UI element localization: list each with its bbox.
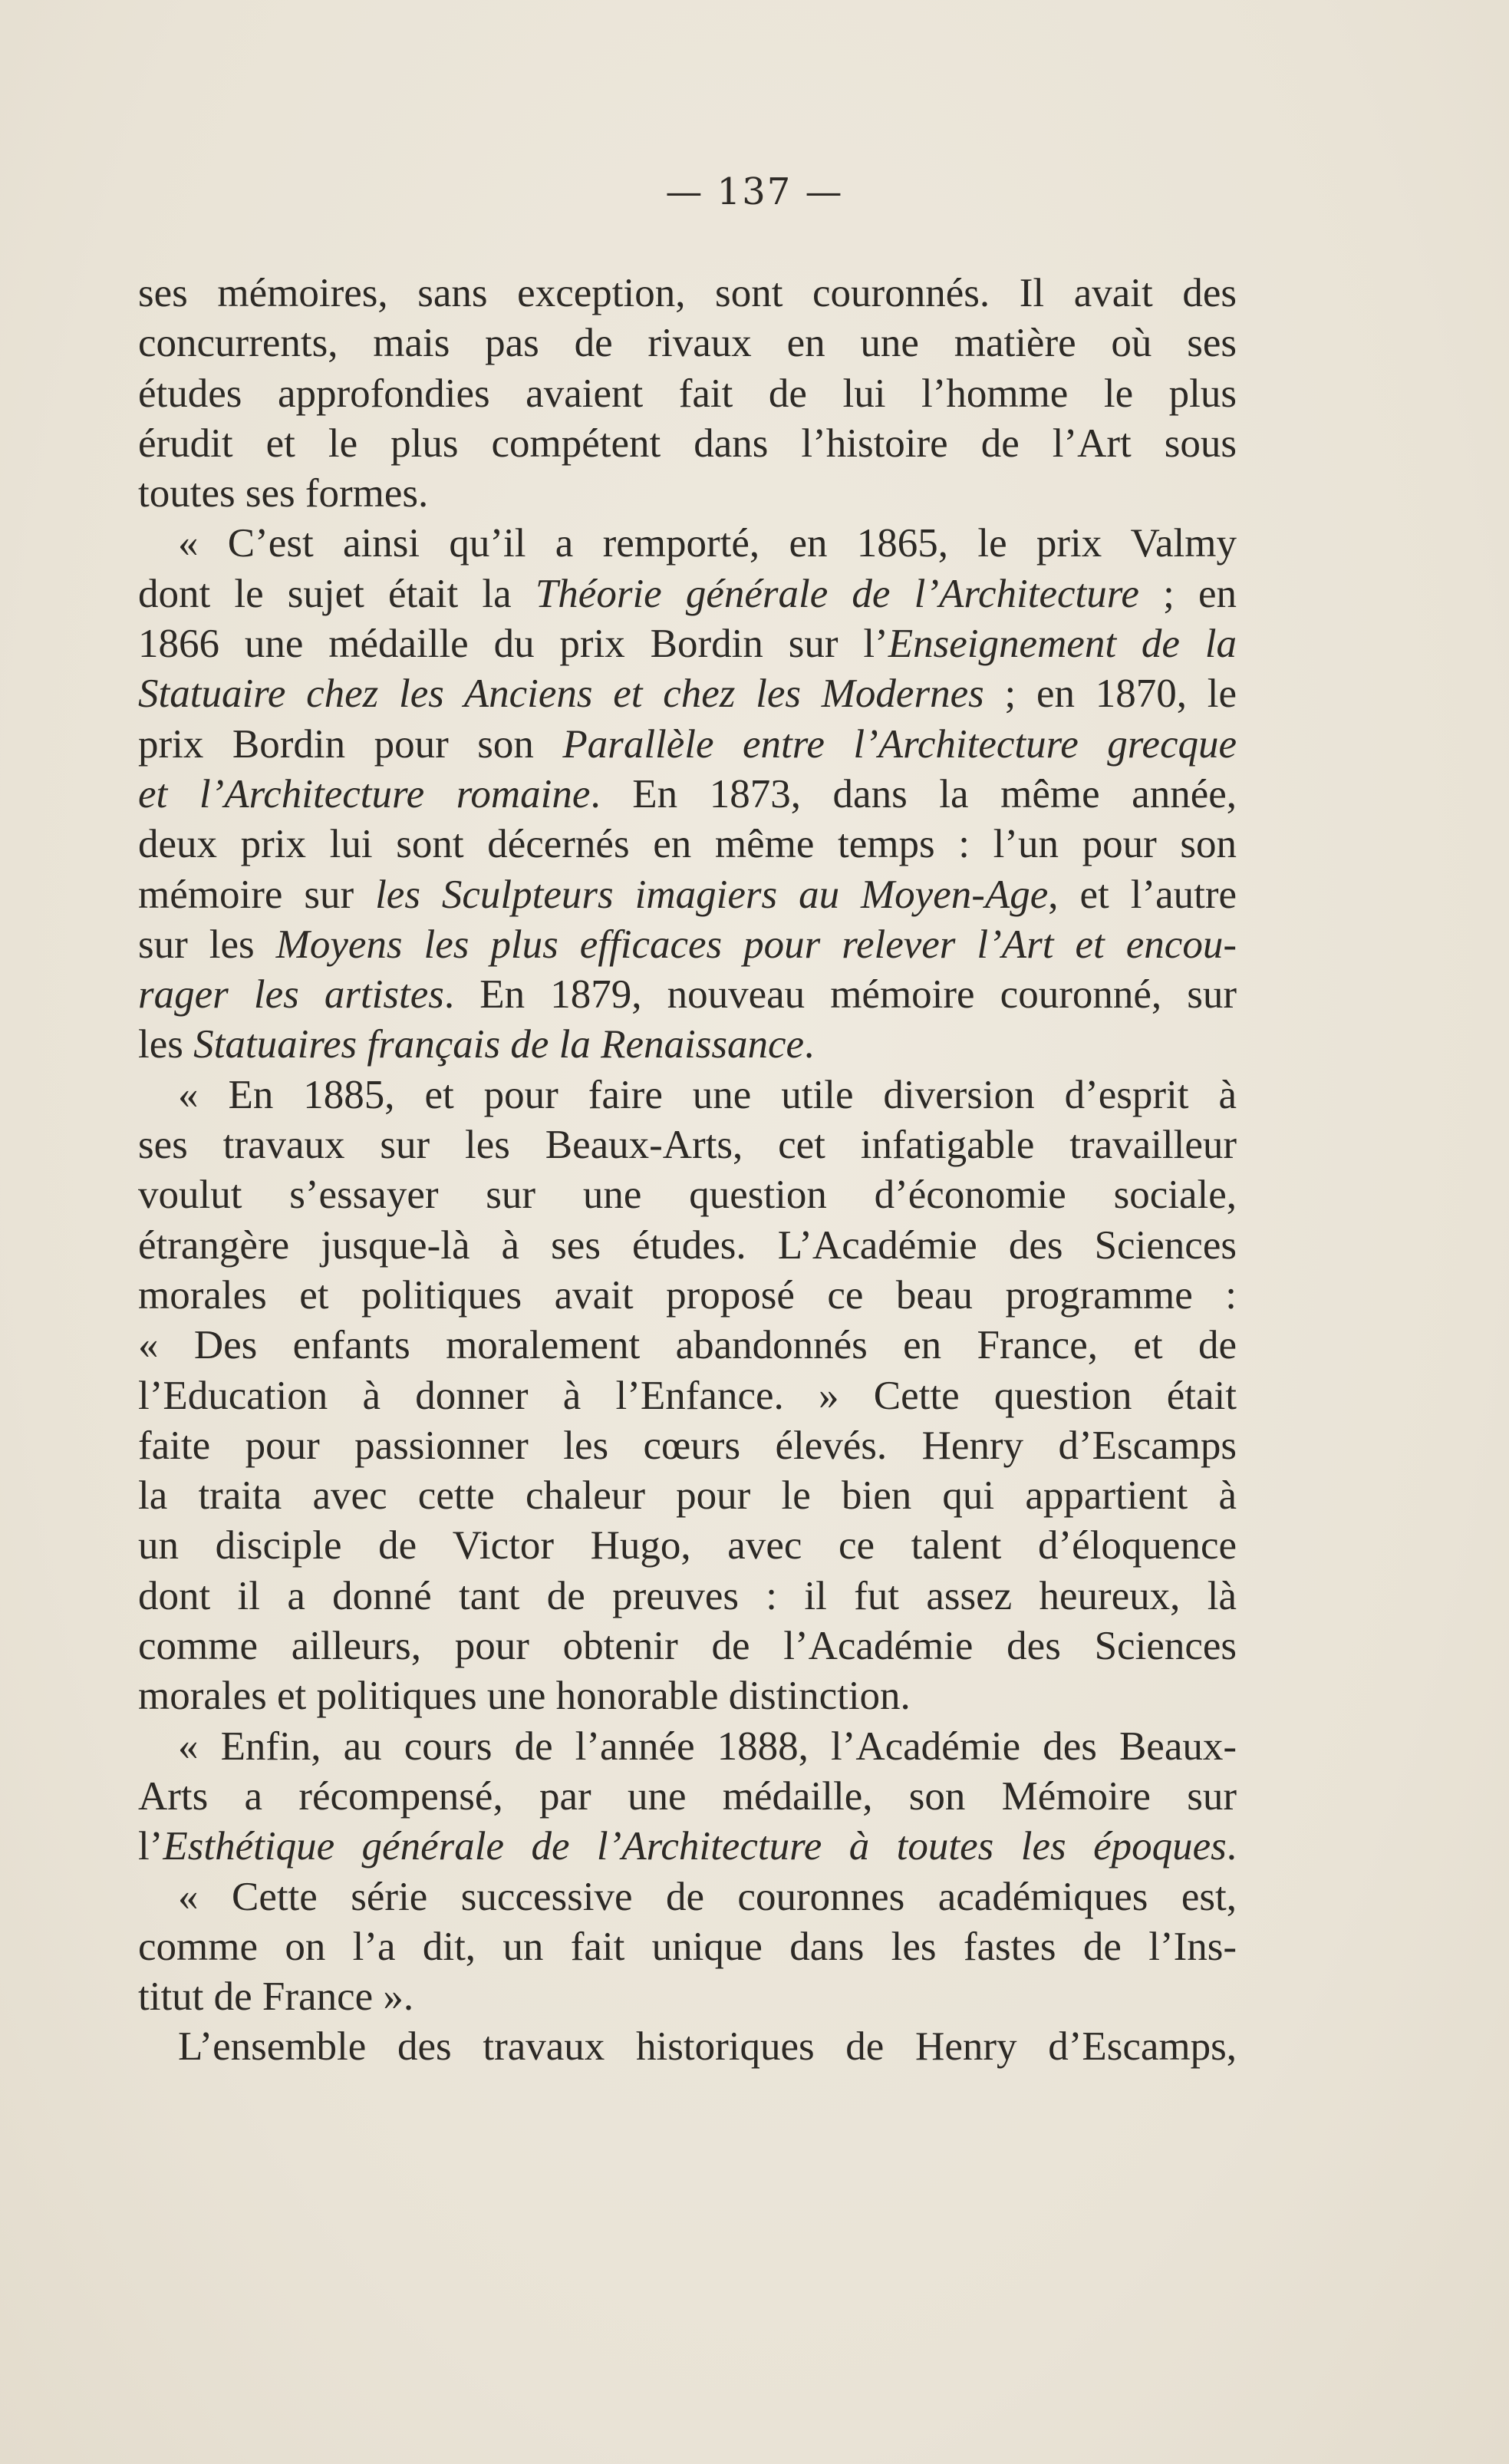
text-line: Arts a récompensé, par une médaille, son Mémoire sur bbox=[138, 1773, 1237, 1819]
text-line: la traita avec cette chaleur pour le bien qui appartient à bbox=[138, 1473, 1237, 1519]
text-line: « Des enfants moralement abandonnés en France, et de bbox=[138, 1323, 1237, 1368]
text-line: études approfondies avaient fait de lui l’homme le plus bbox=[138, 371, 1237, 416]
text-line: morales et politiques une honorable distinction. bbox=[138, 1674, 911, 1719]
italic-title: et l’Architecture romaine bbox=[138, 771, 591, 816]
text-line: morales et politiques avait proposé ce beau programme : bbox=[138, 1272, 1237, 1318]
italic-title: Théorie générale de l’Architecture bbox=[535, 571, 1139, 616]
text-run: mémoire sur bbox=[138, 872, 376, 917]
text-line bbox=[138, 1020, 1237, 1070]
text-line bbox=[138, 970, 1237, 1020]
text-run: sur les bbox=[138, 922, 276, 967]
italic-title: les Sculpteurs imagiers au Moyen-Age bbox=[375, 872, 1049, 917]
text-line: « Cette série successive de couronnes académiques est, bbox=[178, 1874, 1237, 1919]
text-line: titut de France ». bbox=[138, 1974, 414, 2020]
text-line: « C’est ainsi qu’il a remporté, en 1865, le prix Valmy bbox=[178, 521, 1237, 566]
text-run: dont le sujet était la bbox=[138, 571, 535, 616]
text-line: « En 1885, et pour faire une utile diversion d’esprit à bbox=[178, 1072, 1237, 1117]
text-line: un disciple de Victor Hugo, avec ce talent d’éloquence bbox=[138, 1523, 1237, 1568]
text-line: comme on l’a dit, un fait unique dans les fastes de l’Ins- bbox=[138, 1924, 1237, 1969]
text-run: ; en bbox=[1138, 571, 1237, 616]
text-run: 1866 une médaille du prix Bordin sur l’ bbox=[138, 622, 888, 667]
text-line: toutes ses formes. bbox=[138, 471, 429, 516]
italic-title: Enseignement de la bbox=[888, 622, 1237, 667]
text-line bbox=[138, 870, 1237, 920]
text-line: L’ensemble des travaux historiques de Henry d’Escamps, bbox=[178, 2024, 1237, 2070]
text-run: , et l’autre bbox=[1048, 872, 1237, 917]
text-line: ses travaux sur les Beaux-Arts, cet infatigable travailleur bbox=[138, 1123, 1237, 1168]
text-run: . En 1873, dans la même année, bbox=[590, 771, 1237, 816]
text-line: deux prix lui sont décernés en même temps : l’un pour son bbox=[138, 822, 1237, 867]
text-line bbox=[138, 720, 1237, 770]
text-line bbox=[138, 619, 1237, 669]
body-text bbox=[138, 269, 1237, 2073]
text-line: dont il a donné tant de preuves : il fut assez heureux, là bbox=[138, 1573, 1237, 1618]
text-run: prix Bordin pour son bbox=[138, 721, 563, 767]
text-run: . bbox=[804, 1022, 815, 1067]
text-line: voulut s’essayer sur une question d’économie sociale, bbox=[138, 1173, 1237, 1218]
text-line bbox=[138, 770, 1237, 820]
text-line: étrangère jusque-là à ses études. L’Académie des Sciences bbox=[138, 1222, 1237, 1268]
text-line: ses mémoires, sans exception, sont couronnés. Il avait des bbox=[138, 271, 1237, 315]
italic-title: Parallèle entre l’Architecture grecque bbox=[562, 721, 1237, 767]
text-run: l’ bbox=[138, 1824, 163, 1869]
text-line: l’Education à donner à l’Enfance. » Cette question était bbox=[138, 1373, 1237, 1418]
text-run: ; en 1870, le bbox=[983, 671, 1237, 717]
text-run: . En 1879, nouveau mémoire couronné, sur bbox=[443, 972, 1237, 1018]
text-run: . bbox=[1226, 1824, 1237, 1869]
text-line: comme ailleurs, pour obtenir de l’Académie des Sciences bbox=[138, 1624, 1237, 1669]
text-line bbox=[138, 1822, 1237, 1872]
text-line: « Enfin, au cours de l’année 1888, l’Académie des Beaux- bbox=[178, 1723, 1237, 1769]
italic-title: Statuaire chez les Anciens et chez les Modernes bbox=[138, 671, 984, 717]
italic-title: Statuaires français de la Renaissance bbox=[193, 1022, 805, 1067]
text-line bbox=[138, 569, 1237, 619]
italic-title: Moyens les plus efficaces pour relever l’Art et encou- bbox=[275, 922, 1237, 967]
italic-title: rager les artistes bbox=[138, 972, 444, 1018]
italic-title: Esthétique générale de l’Architecture à toutes les époques bbox=[163, 1824, 1227, 1869]
text-line: concurrents, mais pas de rivaux en une matière où ses bbox=[138, 321, 1237, 366]
page-number: — 137 — bbox=[665, 170, 844, 213]
text-line: érudit et le plus compétent dans l’histoire de l’Art sous bbox=[138, 421, 1237, 466]
text-line bbox=[138, 669, 1237, 719]
text-line bbox=[138, 920, 1237, 970]
text-line: faite pour passionner les cœurs élevés. Henry d’Escamps bbox=[138, 1423, 1237, 1468]
text-run: les bbox=[138, 1022, 194, 1067]
